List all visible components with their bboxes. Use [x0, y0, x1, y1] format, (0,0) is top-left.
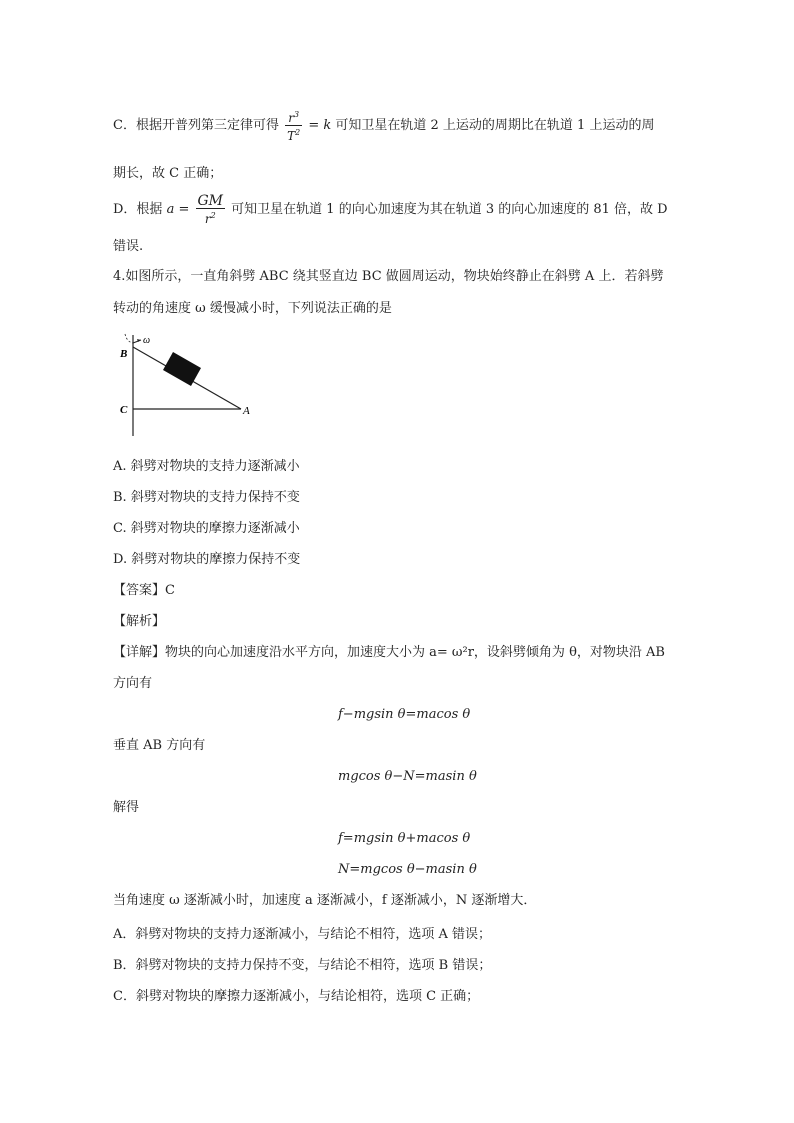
equation-1: f−mgsin θ=macos θ [338, 707, 471, 722]
para-d-prefix: D．根据 [113, 202, 163, 217]
kepler-fraction: $\frac{r^3}{T^2}$ [287, 110, 301, 143]
detail-line-1: 【详解】物块的向心加速度沿水平方向，加速度大小为 a= ω²r，设斜劈倾角为 θ，对物块沿 AB [113, 645, 665, 660]
check-c: C．斜劈对物块的摩擦力逐渐减小，与结论相符，选项 C 正确； [113, 989, 480, 1004]
accel-eq: a = [166, 202, 190, 217]
equation-3: f=mgsin θ+macos θ [338, 831, 471, 846]
label-a: A [243, 405, 250, 417]
kepler-eq-k: = k [308, 118, 332, 133]
equation-4: N=mgcos θ−masin θ [338, 862, 477, 877]
gravity-fraction: $\frac{GM}{r^2}$ [197, 192, 224, 226]
wedge-diagram [113, 330, 263, 440]
para-c-suffix: 可知卫星在轨道 2 上运动的周期比在轨道 1 上运动的周 [335, 118, 655, 133]
kepler-frac-num: r [288, 111, 294, 125]
wedge-figure [113, 330, 263, 440]
question-line-2: 转动的角速度 ω 缓慢减小时，下列说法正确的是 [113, 301, 392, 316]
option-d: D. 斜劈对物块的摩擦力保持不变 [113, 552, 301, 567]
option-b: B. 斜劈对物块的支持力保持不变 [113, 490, 300, 505]
perpendicular-text: 垂直 AB 方向有 [113, 738, 206, 753]
para-c-prefix: C．根据开普列第三定律可得 [113, 118, 279, 133]
label-b: B [120, 348, 128, 360]
para-d-suffix: 可知卫星在轨道 1 的向心加速度为其在轨道 3 的向心加速度的 81 倍，故 D [231, 202, 668, 217]
check-a: A．斜劈对物块的支持力逐渐减小，与结论不相符，选项 A 错误； [113, 927, 492, 942]
detail-line-2: 方向有 [113, 676, 153, 691]
conclusion: 当角速度 ω 逐渐减小时，加速度 a 逐渐减小，f 逐渐减小，N 逐渐增大． [113, 893, 537, 908]
option-a: A. 斜劈对物块的支持力逐渐减小 [113, 459, 300, 474]
gravity-frac-num: GM [197, 192, 224, 209]
solve-text: 解得 [113, 800, 140, 815]
para-d-line [113, 190, 668, 230]
check-b: B．斜劈对物块的支持力保持不变，与结论不相符，选项 B 错误； [113, 958, 492, 973]
para-c-line [113, 108, 654, 144]
answer: 【答案】C [113, 583, 175, 598]
gravity-frac-den: r [204, 211, 211, 226]
para-c-cont: 期长，故 C 正确； [113, 166, 223, 181]
label-c: C [120, 404, 128, 416]
option-c: C. 斜劈对物块的摩擦力逐渐减小 [113, 521, 300, 536]
analysis-title: 【解析】 [113, 614, 166, 629]
question-line-1: 4.如图所示，一直角斜劈 ABC 绕其竖直边 BC 做圆周运动，物块始终静止在斜劈 A 上．若斜劈 [113, 269, 664, 284]
kepler-frac-den: T [287, 129, 296, 143]
block-shape [163, 352, 201, 386]
label-omega: ω [143, 335, 151, 346]
equation-2: mgcos θ−N=masin θ [338, 769, 477, 784]
para-d-cont: 错误. [113, 239, 144, 254]
